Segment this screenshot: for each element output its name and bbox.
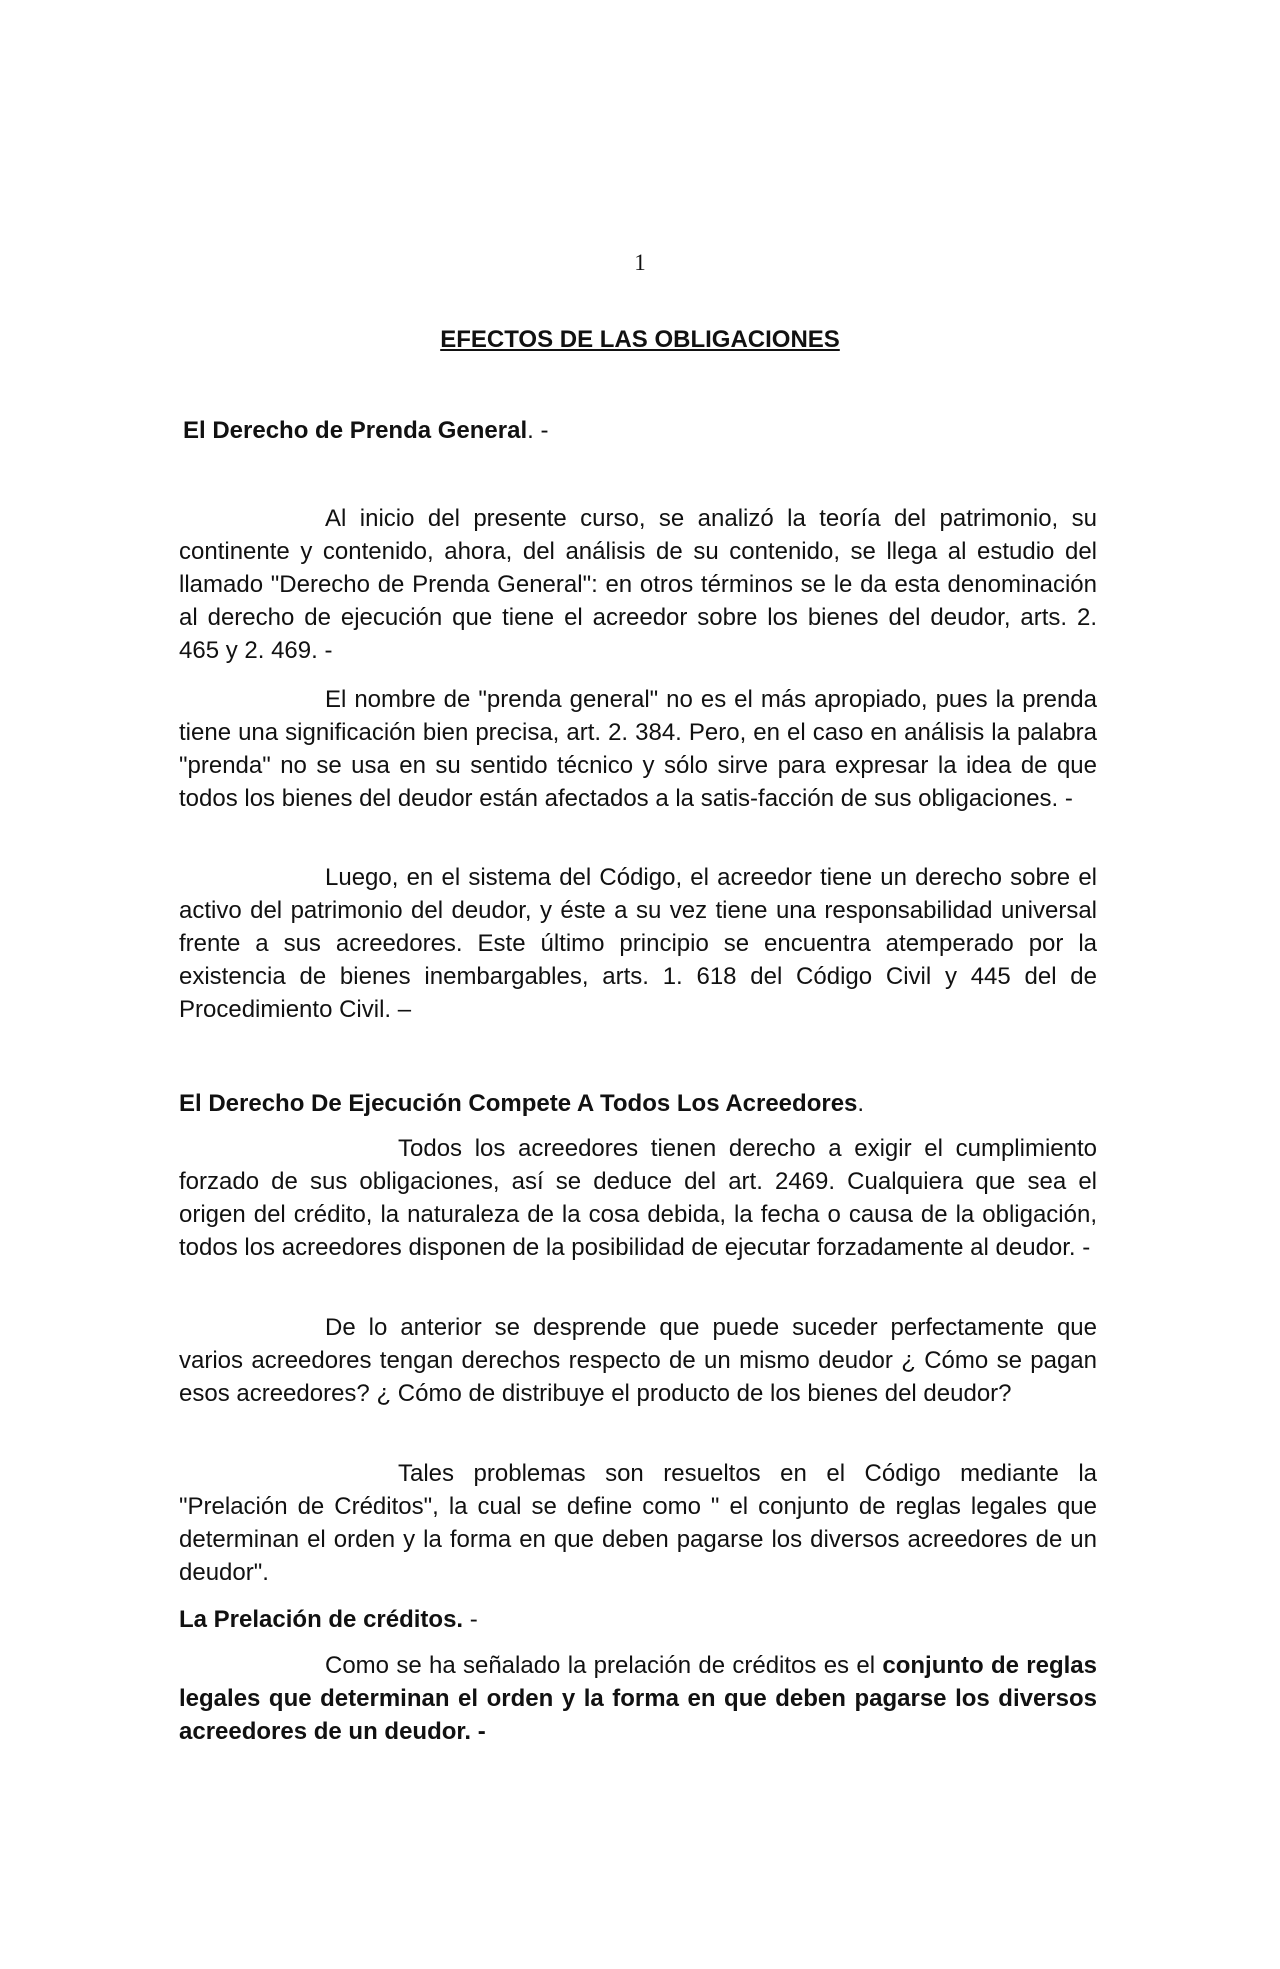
section-heading-prelacion: [179, 1603, 1099, 1636]
paragraph-varios-acreedores: De lo anterior se desprende que puede suceder perfectamente que varios acreedores tengan derechos respecto de un mismo deudor ¿ Cómo se pagan esos acreedores? ¿ Cómo de distribuye el producto de los bienes del deudor?: [179, 1314, 1097, 1407]
section-heading-suffix: .: [857, 1090, 865, 1117]
section-heading-prenda-general: [183, 414, 1103, 447]
section-heading-text: El Derecho De Ejecución Compete A Todos Los Acreedores: [179, 1090, 858, 1117]
paragraph-plain-text: Como se ha señalado la prelación de créditos es el: [325, 1652, 883, 1679]
section-heading-derecho-ejecucion: [179, 1087, 1099, 1120]
section-heading-suffix: . -: [527, 417, 549, 444]
paragraph-prelacion-definicion: Tales problemas son resueltos en el Código mediante la "Prelación de Créditos", la cual se define como " el conjunto de reglas legales que determinan el orden y la forma en que deben pagarse los diversos acreedores de un deudor".: [179, 1460, 1097, 1586]
paragraph-todos-acreedores: Todos los acreedores tienen derecho a exigir el cumplimiento forzado de sus obligaciones, así se deduce del art. 2469. Cualquiera que sea el origen del crédito, la naturaleza de la cosa debida, la fecha o causa de la obligación, todos los acreedores disponen de la posibilidad de ejecutar forzadamente al deudor. -: [179, 1135, 1097, 1261]
section-heading-text: La Prelación de créditos.: [179, 1606, 464, 1633]
paragraph-sistema-codigo: Luego, en el sistema del Código, el acreedor tiene un derecho sobre el activo del patrimonio del deudor, y éste a su vez tiene una responsabilidad universal frente a sus acreedores. Este último principio se encuentra atemperado por la existencia de bienes inembargables, arts. 1. 618 del Código Civil y 445 del de Procedimiento Civil. –: [179, 864, 1097, 1023]
paragraph-bold-text: conjunto de reglas legales que determinan el orden y la forma en que deben pagarse los diversos acreedores de un deudor. -: [179, 1652, 1097, 1745]
page-number: 1: [634, 250, 646, 275]
document-title: EFECTOS DE LAS OBLIGACIONES: [440, 326, 840, 353]
paragraph-prenda-general: El nombre de "prenda general" no es el más apropiado, pues la prenda tiene una significación bien precisa, art. 2. 384. Pero, en el caso en análisis la palabra "prenda" no se usa en su sentido técnico y sólo sirve para expresar la idea de que todos los bienes del deudor están afectados a la satis-facción de sus obligaciones. -: [179, 686, 1097, 812]
section-heading-text: El Derecho de Prenda General: [183, 417, 528, 444]
section-heading-suffix: -: [463, 1606, 478, 1633]
paragraph-patrimonio: Al inicio del presente curso, se analizó la teoría del patrimonio, su continente y contenido, ahora, del análisis de su contenido, se llega al estudio del llamado "Derecho de Prenda General": en otros términos se le da esta denominación al derecho de ejecución que tiene el acreedor sobre los bienes del deudor, arts. 2. 465 y 2. 469. -: [179, 505, 1097, 664]
paragraph-prelacion-conjunto: [179, 1649, 1097, 1748]
